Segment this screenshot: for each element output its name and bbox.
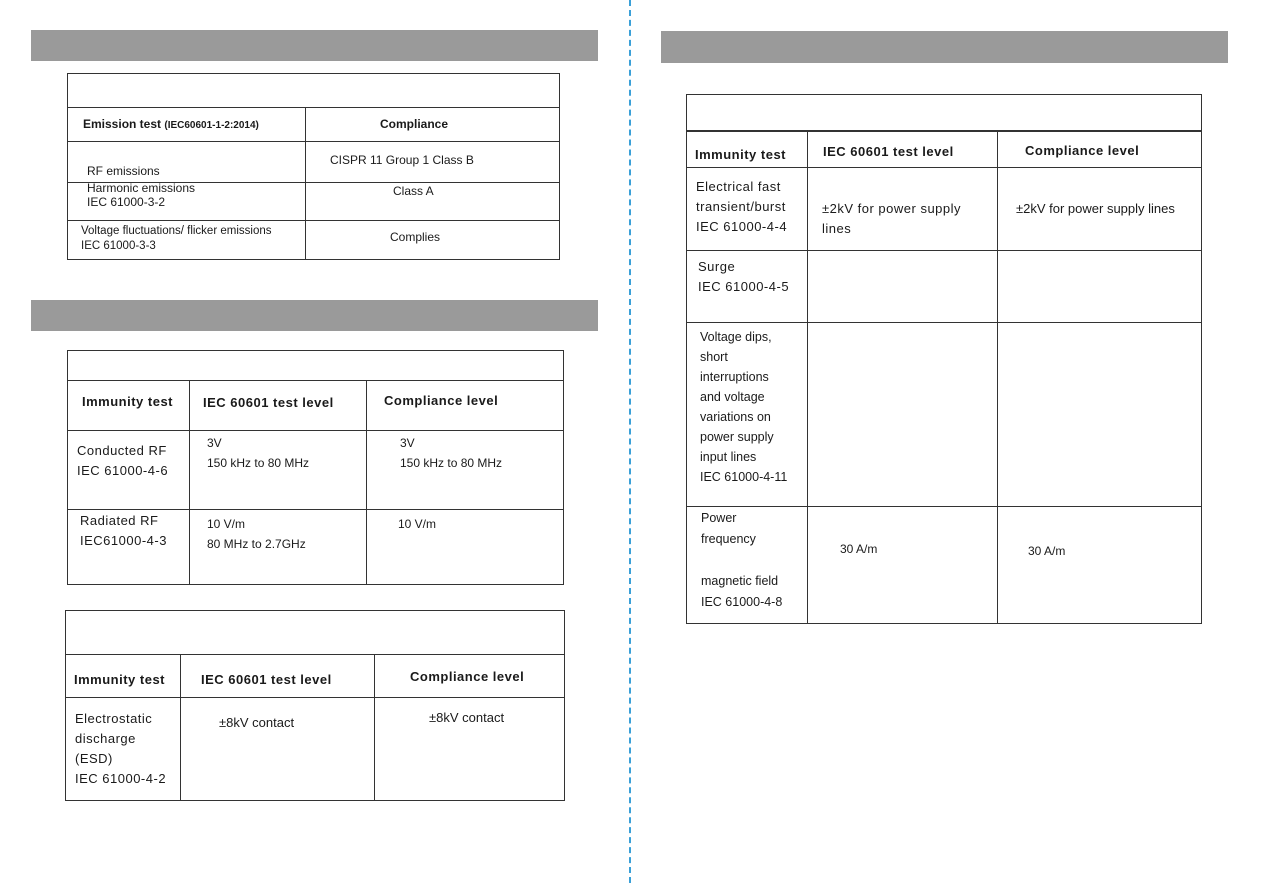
rf-row-conducted-compliance: 3V 150 kHz to 80 MHz	[400, 436, 503, 470]
emission-row-flicker-test: Voltage fluctuations/ flicker emissions IEC 61000-3-3	[81, 225, 272, 252]
right-immunity-table	[686, 94, 1202, 624]
esd-row-test: Electrostatic discharge (ESD) IEC 61000-4-2	[75, 711, 167, 786]
emission-row-harmonic-test: Harmonic emissions IEC 61000-3-2	[87, 181, 196, 209]
rf-header-immunity-test: Immunity test	[82, 394, 174, 409]
right-row-magnetic-test: Power frequency magnetic field IEC 61000-4-8	[701, 511, 783, 609]
emission-row-harmonic-compliance: Class A	[393, 184, 434, 198]
section-header-band-emission	[31, 30, 598, 61]
right-row-eft-compliance: ±2kV for power supply lines	[1016, 201, 1175, 216]
rf-row-radiated-test: Radiated RF IEC61000-4-3	[80, 513, 167, 548]
section-header-band-immunity-left	[31, 300, 598, 331]
emission-row-flicker-compliance: Complies	[390, 230, 441, 244]
emission-row-rf-test: RF emissions	[87, 164, 160, 178]
emission-header-compliance: Compliance	[380, 117, 449, 131]
right-row-surge-test: Surge IEC 61000-4-5	[698, 259, 790, 294]
rf-header-test-level: IEC 60601 test level	[203, 395, 334, 410]
section-header-band-immunity-right	[661, 31, 1228, 63]
rf-row-radiated-compliance: 10 V/m	[398, 517, 437, 531]
rf-row-conducted-level: 3V 150 kHz to 80 MHz	[207, 436, 310, 470]
esd-row-compliance: ±8kV contact	[429, 710, 505, 725]
page-divider	[629, 0, 631, 883]
emission-table	[67, 73, 560, 260]
right-row-eft-level: ±2kV for power supply lines	[822, 201, 962, 236]
emission-header-test: Emission test (IEC60601-1-2:2014)	[83, 117, 259, 131]
rf-row-conducted-test: Conducted RF IEC 61000-4-6	[77, 443, 169, 478]
esd-header-test-level: IEC 60601 test level	[201, 672, 332, 687]
right-row-eft-test: Electrical fast transient/burst IEC 61000-4-4	[696, 179, 788, 234]
rf-row-radiated-level: 10 V/m 80 MHz to 2.7GHz	[207, 517, 306, 551]
right-row-magnetic-level: 30 A/m	[840, 542, 878, 556]
esd-header-immunity-test: Immunity test	[74, 672, 166, 687]
right-header-compliance: Compliance level	[1025, 143, 1140, 158]
right-header-test-level: IEC 60601 test level	[823, 144, 954, 159]
emission-row-rf-compliance: CISPR 11 Group 1 Class B	[330, 153, 474, 167]
rf-immunity-table	[67, 350, 564, 585]
esd-row-level: ±8kV contact	[219, 715, 295, 730]
right-header-immunity-test: Immunity test	[695, 147, 787, 162]
right-row-dips-test: Voltage dips, short interruptions and voltage variations on power supply input lines IEC 61000-4-11	[700, 330, 788, 484]
rf-header-compliance: Compliance level	[384, 393, 499, 408]
esd-header-compliance: Compliance level	[410, 669, 525, 684]
esd-table	[65, 610, 565, 801]
right-row-magnetic-compliance: 30 A/m	[1028, 544, 1066, 558]
